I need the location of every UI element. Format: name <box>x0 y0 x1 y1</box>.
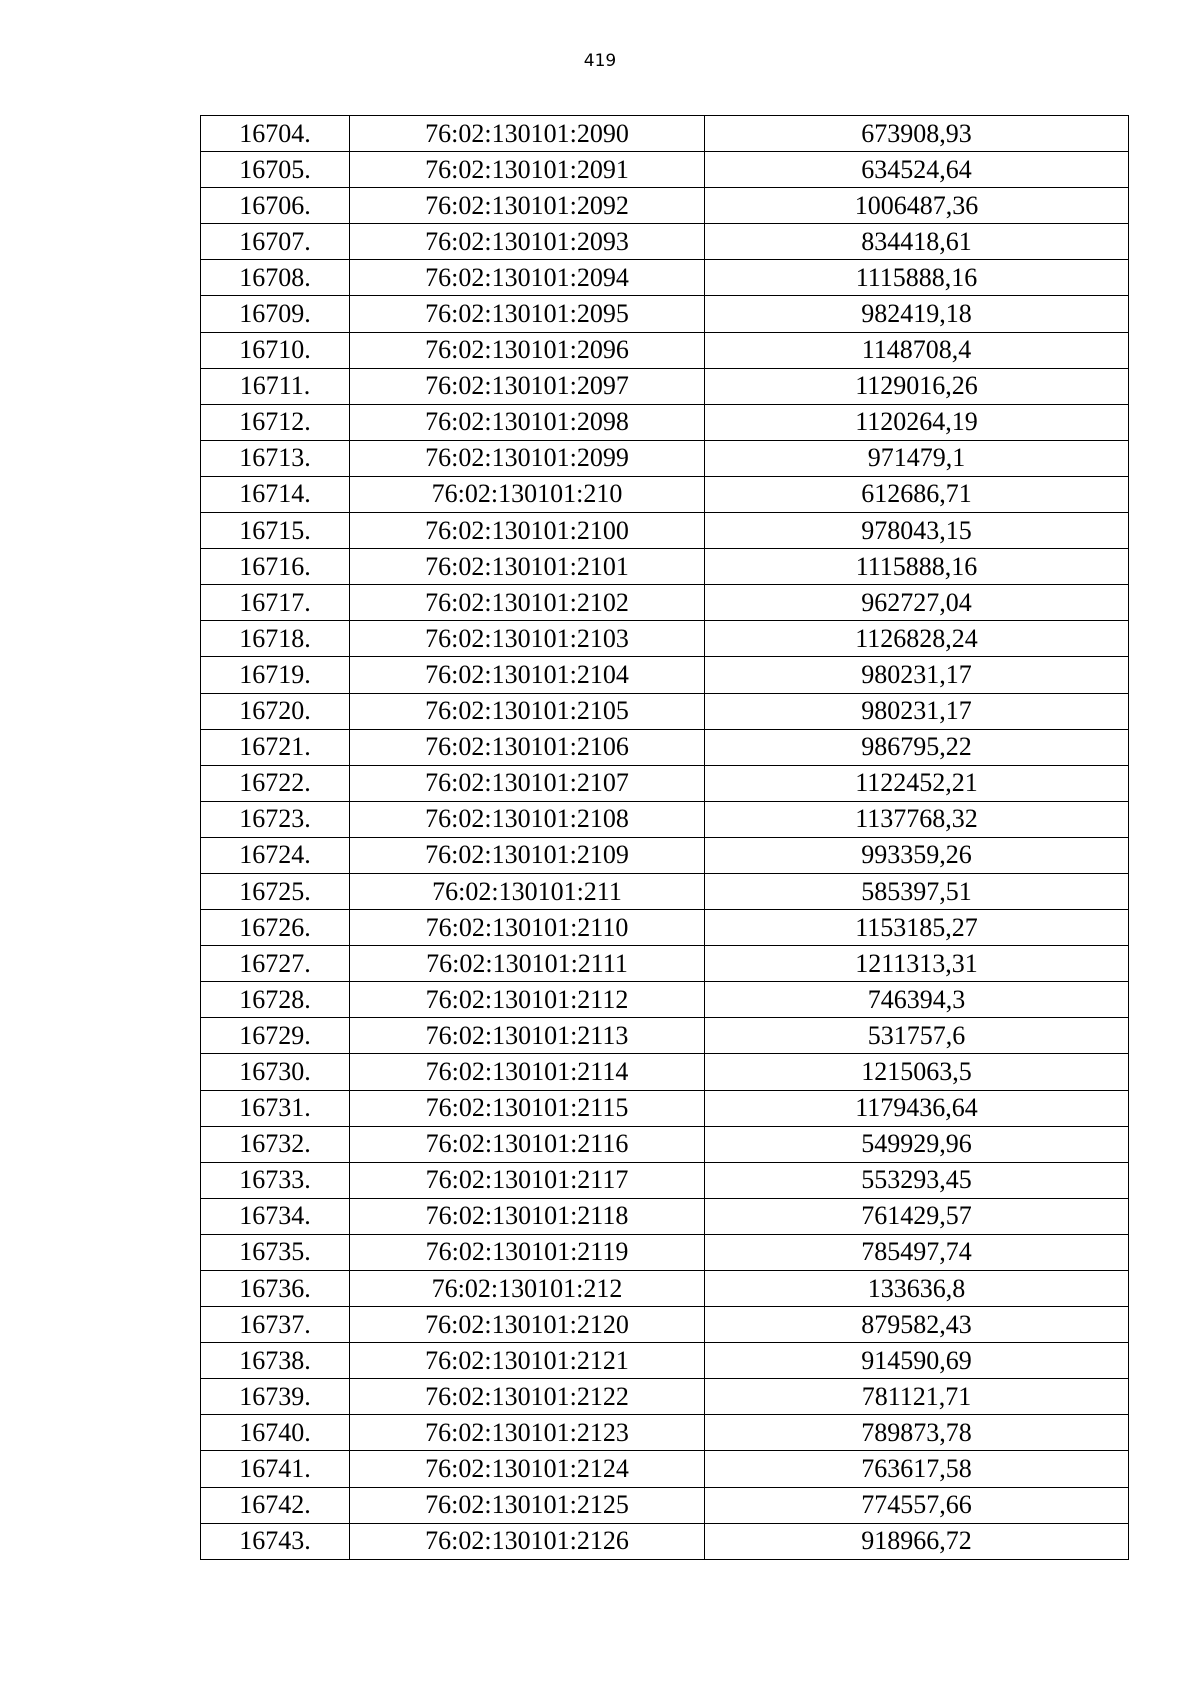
row-number-cell: 16709. <box>201 296 350 332</box>
table-row <box>201 729 1129 765</box>
row-number-cell: 16727. <box>201 946 350 982</box>
row-number-cell: 16716. <box>201 549 350 585</box>
row-number-cell: 16742. <box>201 1487 350 1523</box>
table-row <box>201 1271 1129 1307</box>
cadastral-value-cell: 1120264,19 <box>705 404 1129 440</box>
table-row <box>201 1523 1129 1559</box>
table-row <box>201 585 1129 621</box>
row-number-cell: 16706. <box>201 188 350 224</box>
cadastral-number-cell: 76:02:130101:2095 <box>350 296 705 332</box>
cadastral-value-cell: 1122452,21 <box>705 765 1129 801</box>
row-number-cell: 16714. <box>201 476 350 512</box>
table-row <box>201 693 1129 729</box>
table-row <box>201 476 1129 512</box>
row-number-cell: 16711. <box>201 368 350 404</box>
row-number-cell: 16707. <box>201 224 350 260</box>
page-number: 419 <box>583 51 617 71</box>
table-row <box>201 1198 1129 1234</box>
row-number-cell: 16734. <box>201 1198 350 1234</box>
table-row <box>201 1018 1129 1054</box>
cadastral-number-cell: 76:02:130101:2122 <box>350 1379 705 1415</box>
cadastral-number-cell: 76:02:130101:2114 <box>350 1054 705 1090</box>
cadastral-value-cell: 1137768,32 <box>705 801 1129 837</box>
table-row <box>201 116 1129 152</box>
row-number-cell: 16732. <box>201 1126 350 1162</box>
cadastral-value-cell: 761429,57 <box>705 1198 1129 1234</box>
cadastral-value-cell: 1211313,31 <box>705 946 1129 982</box>
row-number-cell: 16741. <box>201 1451 350 1487</box>
cadastral-number-cell: 76:02:130101:2097 <box>350 368 705 404</box>
row-number-cell: 16720. <box>201 693 350 729</box>
cadastral-value-cell: 763617,58 <box>705 1451 1129 1487</box>
cadastral-value-cell: 1148708,4 <box>705 332 1129 368</box>
cadastral-value-cell: 962727,04 <box>705 585 1129 621</box>
cadastral-value-cell: 553293,45 <box>705 1162 1129 1198</box>
cadastral-value-cell: 774557,66 <box>705 1487 1129 1523</box>
row-number-cell: 16712. <box>201 404 350 440</box>
cadastral-value-cell: 1179436,64 <box>705 1090 1129 1126</box>
table-row <box>201 1234 1129 1270</box>
row-number-cell: 16705. <box>201 152 350 188</box>
cadastral-number-cell: 76:02:130101:2125 <box>350 1487 705 1523</box>
cadastral-number-cell: 76:02:130101:2120 <box>350 1307 705 1343</box>
cadastral-value-cell: 531757,6 <box>705 1018 1129 1054</box>
cadastral-value-cell: 789873,78 <box>705 1415 1129 1451</box>
table-row <box>201 873 1129 909</box>
cadastral-number-cell: 76:02:130101:2094 <box>350 260 705 296</box>
cadastral-value-cell: 879582,43 <box>705 1307 1129 1343</box>
cadastral-value-cell: 1129016,26 <box>705 368 1129 404</box>
row-number-cell: 16738. <box>201 1343 350 1379</box>
table-row <box>201 1343 1129 1379</box>
cadastral-number-cell: 76:02:130101:2101 <box>350 549 705 585</box>
cadastral-number-cell: 76:02:130101:2107 <box>350 765 705 801</box>
cadastral-number-cell: 76:02:130101:2103 <box>350 621 705 657</box>
cadastral-number-cell: 76:02:130101:2113 <box>350 1018 705 1054</box>
row-number-cell: 16731. <box>201 1090 350 1126</box>
row-number-cell: 16708. <box>201 260 350 296</box>
table-row <box>201 1126 1129 1162</box>
cadastral-number-cell: 76:02:130101:2124 <box>350 1451 705 1487</box>
table-row <box>201 801 1129 837</box>
row-number-cell: 16740. <box>201 1415 350 1451</box>
row-number-cell: 16726. <box>201 910 350 946</box>
row-number-cell: 16719. <box>201 657 350 693</box>
table-row <box>201 1487 1129 1523</box>
cadastral-number-cell: 76:02:130101:2110 <box>350 910 705 946</box>
row-number-cell: 16713. <box>201 440 350 476</box>
table-row <box>201 1054 1129 1090</box>
cadastral-number-cell: 76:02:130101:2112 <box>350 982 705 1018</box>
cadastral-value-cell: 834418,61 <box>705 224 1129 260</box>
table-row <box>201 332 1129 368</box>
cadastral-value-cell: 785497,74 <box>705 1234 1129 1270</box>
cadastral-value-cell: 673908,93 <box>705 116 1129 152</box>
table-body <box>201 116 1129 1560</box>
row-number-cell: 16725. <box>201 873 350 909</box>
cadastral-value-cell: 585397,51 <box>705 873 1129 909</box>
row-number-cell: 16730. <box>201 1054 350 1090</box>
cadastral-value-cell: 914590,69 <box>705 1343 1129 1379</box>
cadastral-value-cell: 1006487,36 <box>705 188 1129 224</box>
table-row <box>201 404 1129 440</box>
cadastral-number-cell: 76:02:130101:2117 <box>350 1162 705 1198</box>
cadastral-value-cell: 918966,72 <box>705 1523 1129 1559</box>
cadastral-value-cell: 746394,3 <box>705 982 1129 1018</box>
cadastral-number-cell: 76:02:130101:2115 <box>350 1090 705 1126</box>
row-number-cell: 16704. <box>201 116 350 152</box>
cadastral-number-cell: 76:02:130101:2105 <box>350 693 705 729</box>
table-row <box>201 296 1129 332</box>
cadastral-value-cell: 1126828,24 <box>705 621 1129 657</box>
row-number-cell: 16729. <box>201 1018 350 1054</box>
table-row <box>201 368 1129 404</box>
table-row <box>201 765 1129 801</box>
cadastral-number-cell: 76:02:130101:2102 <box>350 585 705 621</box>
table-row <box>201 224 1129 260</box>
row-number-cell: 16739. <box>201 1379 350 1415</box>
row-number-cell: 16717. <box>201 585 350 621</box>
cadastral-value-cell: 980231,17 <box>705 657 1129 693</box>
cadastral-value-cell: 986795,22 <box>705 729 1129 765</box>
cadastral-value-cell: 971479,1 <box>705 440 1129 476</box>
row-number-cell: 16737. <box>201 1307 350 1343</box>
cadastral-value-cell: 1115888,16 <box>705 549 1129 585</box>
table-row <box>201 982 1129 1018</box>
table-row <box>201 1379 1129 1415</box>
cadastral-number-cell: 76:02:130101:2106 <box>350 729 705 765</box>
table-row <box>201 1415 1129 1451</box>
cadastral-number-cell: 76:02:130101:2121 <box>350 1343 705 1379</box>
cadastral-number-cell: 76:02:130101:2119 <box>350 1234 705 1270</box>
cadastral-value-cell: 549929,96 <box>705 1126 1129 1162</box>
table-row <box>201 946 1129 982</box>
row-number-cell: 16710. <box>201 332 350 368</box>
table-row <box>201 260 1129 296</box>
cadastral-number-cell: 76:02:130101:2111 <box>350 946 705 982</box>
cadastral-value-cell: 982419,18 <box>705 296 1129 332</box>
cadastral-value-cell: 993359,26 <box>705 837 1129 873</box>
cadastral-number-cell: 76:02:130101:2118 <box>350 1198 705 1234</box>
cadastral-value-cell: 1115888,16 <box>705 260 1129 296</box>
table-row <box>201 1451 1129 1487</box>
cadastral-number-cell: 76:02:130101:2108 <box>350 801 705 837</box>
row-number-cell: 16715. <box>201 513 350 549</box>
row-number-cell: 16721. <box>201 729 350 765</box>
row-number-cell: 16718. <box>201 621 350 657</box>
cadastral-number-cell: 76:02:130101:2098 <box>350 404 705 440</box>
cadastral-value-cell: 1153185,27 <box>705 910 1129 946</box>
row-number-cell: 16723. <box>201 801 350 837</box>
table-row <box>201 513 1129 549</box>
table-row <box>201 1162 1129 1198</box>
row-number-cell: 16733. <box>201 1162 350 1198</box>
cadastral-value-cell: 980231,17 <box>705 693 1129 729</box>
row-number-cell: 16736. <box>201 1271 350 1307</box>
cadastral-value-cell: 612686,71 <box>705 476 1129 512</box>
cadastral-number-cell: 76:02:130101:2126 <box>350 1523 705 1559</box>
cadastral-value-cell: 634524,64 <box>705 152 1129 188</box>
cadastral-value-cell: 978043,15 <box>705 513 1129 549</box>
table-row <box>201 152 1129 188</box>
row-number-cell: 16735. <box>201 1234 350 1270</box>
cadastral-number-cell: 76:02:130101:2109 <box>350 837 705 873</box>
cadastral-number-cell: 76:02:130101:2099 <box>350 440 705 476</box>
cadastral-number-cell: 76:02:130101:2090 <box>350 116 705 152</box>
cadastral-number-cell: 76:02:130101:2091 <box>350 152 705 188</box>
cadastral-number-cell: 76:02:130101:2116 <box>350 1126 705 1162</box>
row-number-cell: 16724. <box>201 837 350 873</box>
table-row <box>201 549 1129 585</box>
cadastral-number-cell: 76:02:130101:2092 <box>350 188 705 224</box>
table-row <box>201 1090 1129 1126</box>
row-number-cell: 16722. <box>201 765 350 801</box>
cadastral-value-cell: 781121,71 <box>705 1379 1129 1415</box>
table-row <box>201 621 1129 657</box>
row-number-cell: 16728. <box>201 982 350 1018</box>
cadastral-number-cell: 76:02:130101:2093 <box>350 224 705 260</box>
cadastral-number-cell: 76:02:130101:2104 <box>350 657 705 693</box>
cadastral-number-cell: 76:02:130101:2096 <box>350 332 705 368</box>
cadastral-value-cell: 1215063,5 <box>705 1054 1129 1090</box>
table-row <box>201 910 1129 946</box>
cadastral-number-cell: 76:02:130101:211 <box>350 873 705 909</box>
row-number-cell: 16743. <box>201 1523 350 1559</box>
cadastral-number-cell: 76:02:130101:2100 <box>350 513 705 549</box>
table-row <box>201 188 1129 224</box>
cadastral-number-cell: 76:02:130101:2123 <box>350 1415 705 1451</box>
cadastral-number-cell: 76:02:130101:212 <box>350 1271 705 1307</box>
table-row <box>201 1307 1129 1343</box>
cadastral-value-table <box>200 115 1129 1560</box>
table-row <box>201 837 1129 873</box>
table-row <box>201 440 1129 476</box>
table-row <box>201 657 1129 693</box>
cadastral-number-cell: 76:02:130101:210 <box>350 476 705 512</box>
cadastral-value-cell: 133636,8 <box>705 1271 1129 1307</box>
